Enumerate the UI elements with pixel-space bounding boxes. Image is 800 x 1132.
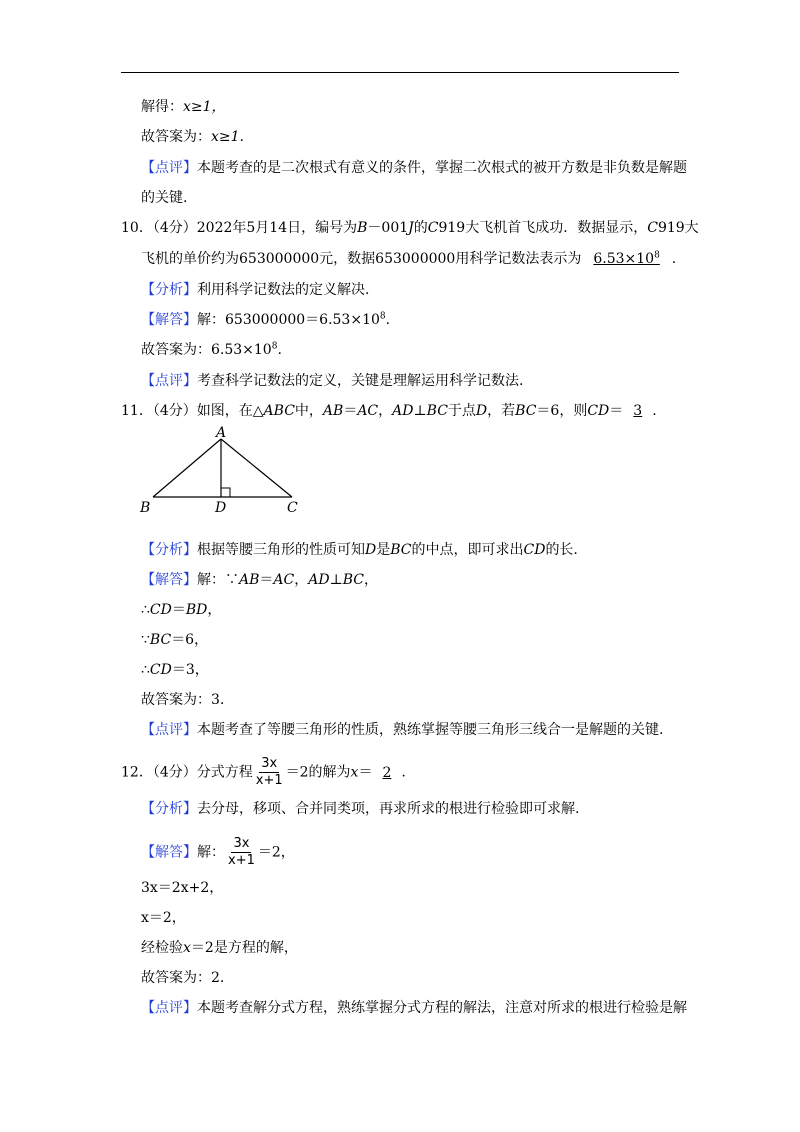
review-tag: 【点评】 (141, 373, 197, 389)
math: BC (426, 403, 448, 419)
text: ， (207, 602, 222, 618)
denominator: x+1 (255, 773, 283, 788)
right-angle-mark (221, 488, 230, 497)
review-line (141, 158, 687, 178)
denominator: x+1 (228, 853, 255, 868)
question-10-cont (141, 249, 676, 269)
review-line-cont (141, 188, 187, 208)
math: J (408, 220, 414, 236)
step-line (141, 630, 208, 650)
math: C (647, 220, 658, 236)
math: BC (515, 403, 537, 419)
text: ＝ (609, 403, 624, 419)
math: x≥1， (183, 99, 226, 115)
text: 飞机的单价约为653000000元，数据653000000用科学记数法表示为 (141, 251, 582, 267)
text: ＝6， (171, 632, 209, 648)
answer-blank (581, 249, 671, 269)
math: x (350, 764, 359, 781)
review-line (141, 998, 687, 1018)
text: ， (294, 572, 309, 588)
step-line (141, 878, 223, 898)
text: 经检验 (141, 940, 183, 956)
analysis-line (141, 799, 579, 819)
text: 解： (197, 844, 225, 861)
text: ，若 (487, 403, 516, 419)
solution-line (141, 836, 295, 869)
side-ab (153, 439, 221, 497)
text: 是 (376, 542, 391, 558)
text: 解：∵ (197, 572, 239, 588)
text: x＝2， (141, 910, 186, 926)
text: 6.53×10 (211, 342, 272, 358)
analysis-tag: 【分析】 (141, 542, 197, 558)
text: ， (378, 403, 393, 419)
text: 解得： (141, 99, 183, 115)
answer-exponent: 8 (654, 250, 660, 261)
text: ， (364, 572, 379, 588)
math: B (357, 220, 368, 236)
result-line (141, 968, 224, 988)
math: CD (149, 662, 172, 678)
text: ⊥ (329, 572, 343, 588)
question-score: （4分） (152, 220, 197, 236)
text: 解：653000000＝6.53×10 (197, 312, 380, 328)
fraction (226, 836, 257, 869)
text: ∵ (141, 632, 150, 648)
result-line (141, 690, 224, 710)
answer-blank: 2 (382, 764, 392, 781)
question-score: （4分） (152, 764, 197, 781)
math: C (427, 220, 439, 236)
math: AB (239, 572, 260, 588)
text: ＝3， (171, 662, 209, 678)
math: ABC (263, 403, 295, 419)
review-tag: 【点评】 (141, 722, 197, 738)
text: 故答案为： (141, 342, 211, 358)
question-12 (121, 756, 406, 789)
text: 中， (294, 403, 323, 419)
text: 本题考查解分式方程，熟练掌握分式方程的解法，注意对所求的根进行检验是解 (197, 1000, 687, 1016)
step-line (141, 660, 209, 680)
text: ＝2的解为 (285, 764, 351, 781)
math: BC (390, 542, 412, 558)
math: AC (357, 403, 379, 419)
review-tag: 【点评】 (141, 160, 197, 176)
math: x (183, 940, 191, 956)
step-line (141, 908, 186, 928)
review-tag: 【点评】 (141, 1000, 197, 1016)
text: . (385, 312, 391, 328)
triangle-figure (135, 420, 315, 520)
text: －001 (367, 220, 409, 236)
text: ＝2是方程的解， (190, 940, 298, 956)
numerator: 3x (233, 836, 250, 851)
exponent: 8 (271, 341, 278, 352)
text: 的中点，即可求出 (411, 542, 524, 558)
math: BC (149, 632, 172, 648)
label-a: A (216, 425, 227, 441)
answer-blank: 3 (633, 403, 643, 419)
question-10 (121, 218, 699, 238)
analysis-line (141, 280, 369, 300)
numerator: 3x (261, 756, 278, 771)
text: 2022年5月14日，编号为 (196, 220, 358, 236)
solution-line (141, 310, 390, 330)
text: . (652, 403, 657, 419)
text: 于点 (447, 403, 476, 419)
math: CD (587, 403, 610, 419)
text: 故答案为：3. (141, 692, 225, 708)
question-number: 12． (121, 764, 153, 781)
text: 919大飞机首飞成功．数据显示， (438, 220, 648, 236)
answer-line (141, 127, 244, 147)
question-number: 11． (121, 403, 153, 419)
math: D (365, 542, 377, 558)
text: 考查科学记数法的定义，关键是理解运用科学记数法. (197, 373, 524, 389)
text: 本题考查了等腰三角形的性质，熟练掌握等腰三角形三线合一是解题的关键. (197, 722, 664, 738)
review-line (141, 371, 523, 391)
exponent: 8 (379, 311, 386, 322)
math: BC (342, 572, 365, 588)
review-line (141, 720, 663, 740)
text: 的长. (545, 542, 578, 558)
fraction (254, 756, 285, 789)
answer-text: 6.53×10 (593, 251, 655, 267)
text: ＝ (358, 764, 373, 781)
text: 根据等腰三角形的性质可知 (197, 542, 365, 558)
math: AB (322, 403, 344, 419)
result-line (141, 340, 282, 360)
text: ＝ (259, 572, 274, 588)
solve-line (141, 97, 226, 117)
math: BD (185, 602, 208, 618)
header-rule (121, 72, 679, 73)
text: 分式方程 (196, 764, 253, 781)
text: 的 (413, 220, 428, 236)
text: ＝6，则 (536, 403, 588, 419)
text: ＝2， (257, 844, 295, 861)
text: . (671, 251, 677, 267)
solution-tag: 【解答】 (141, 572, 197, 588)
solution-tag: 【解答】 (141, 844, 197, 861)
solution-tag: 【解答】 (141, 312, 197, 328)
solution-line (141, 570, 378, 590)
math: AC (273, 572, 295, 588)
analysis-line (141, 540, 578, 560)
text: 3x＝2x+2， (141, 880, 224, 896)
math: AD (308, 572, 330, 588)
step-line (141, 938, 298, 958)
math: x≥1. (211, 129, 244, 145)
text: 利用科学记数法的定义解决. (197, 282, 370, 298)
step-line (141, 600, 221, 620)
text: . (277, 342, 282, 358)
question-score: （4分） (152, 403, 197, 419)
text: 去分母，移项、合并同类项，再求所求的根进行检验即可求解. (197, 801, 580, 817)
text: ＝ (343, 403, 358, 419)
text: 如图，在△ (196, 403, 264, 419)
side-ac (221, 439, 292, 497)
text: 本题考查的是二次根式有意义的条件，掌握二次根式的被开方数是非负数是解题 (197, 160, 687, 176)
math: D (475, 403, 488, 419)
text: 的关键. (141, 190, 188, 206)
text: ⊥ (413, 403, 427, 419)
text: ∴ (141, 602, 150, 618)
label-b: B (140, 500, 151, 516)
question-11 (121, 401, 657, 421)
text: 故答案为： (141, 129, 211, 145)
analysis-tag: 【分析】 (141, 282, 197, 298)
text: 919大 (657, 220, 699, 236)
text: . (401, 764, 406, 781)
text: 故答案为：2. (141, 970, 225, 986)
text: ∴ (141, 662, 150, 678)
math: CD (523, 542, 546, 558)
analysis-tag: 【分析】 (141, 801, 197, 817)
label-d: D (215, 500, 227, 516)
text: ＝ (171, 602, 186, 618)
math: CD (149, 602, 172, 618)
math: AD (392, 403, 414, 419)
question-number: 10． (121, 220, 153, 236)
label-c: C (287, 500, 298, 516)
